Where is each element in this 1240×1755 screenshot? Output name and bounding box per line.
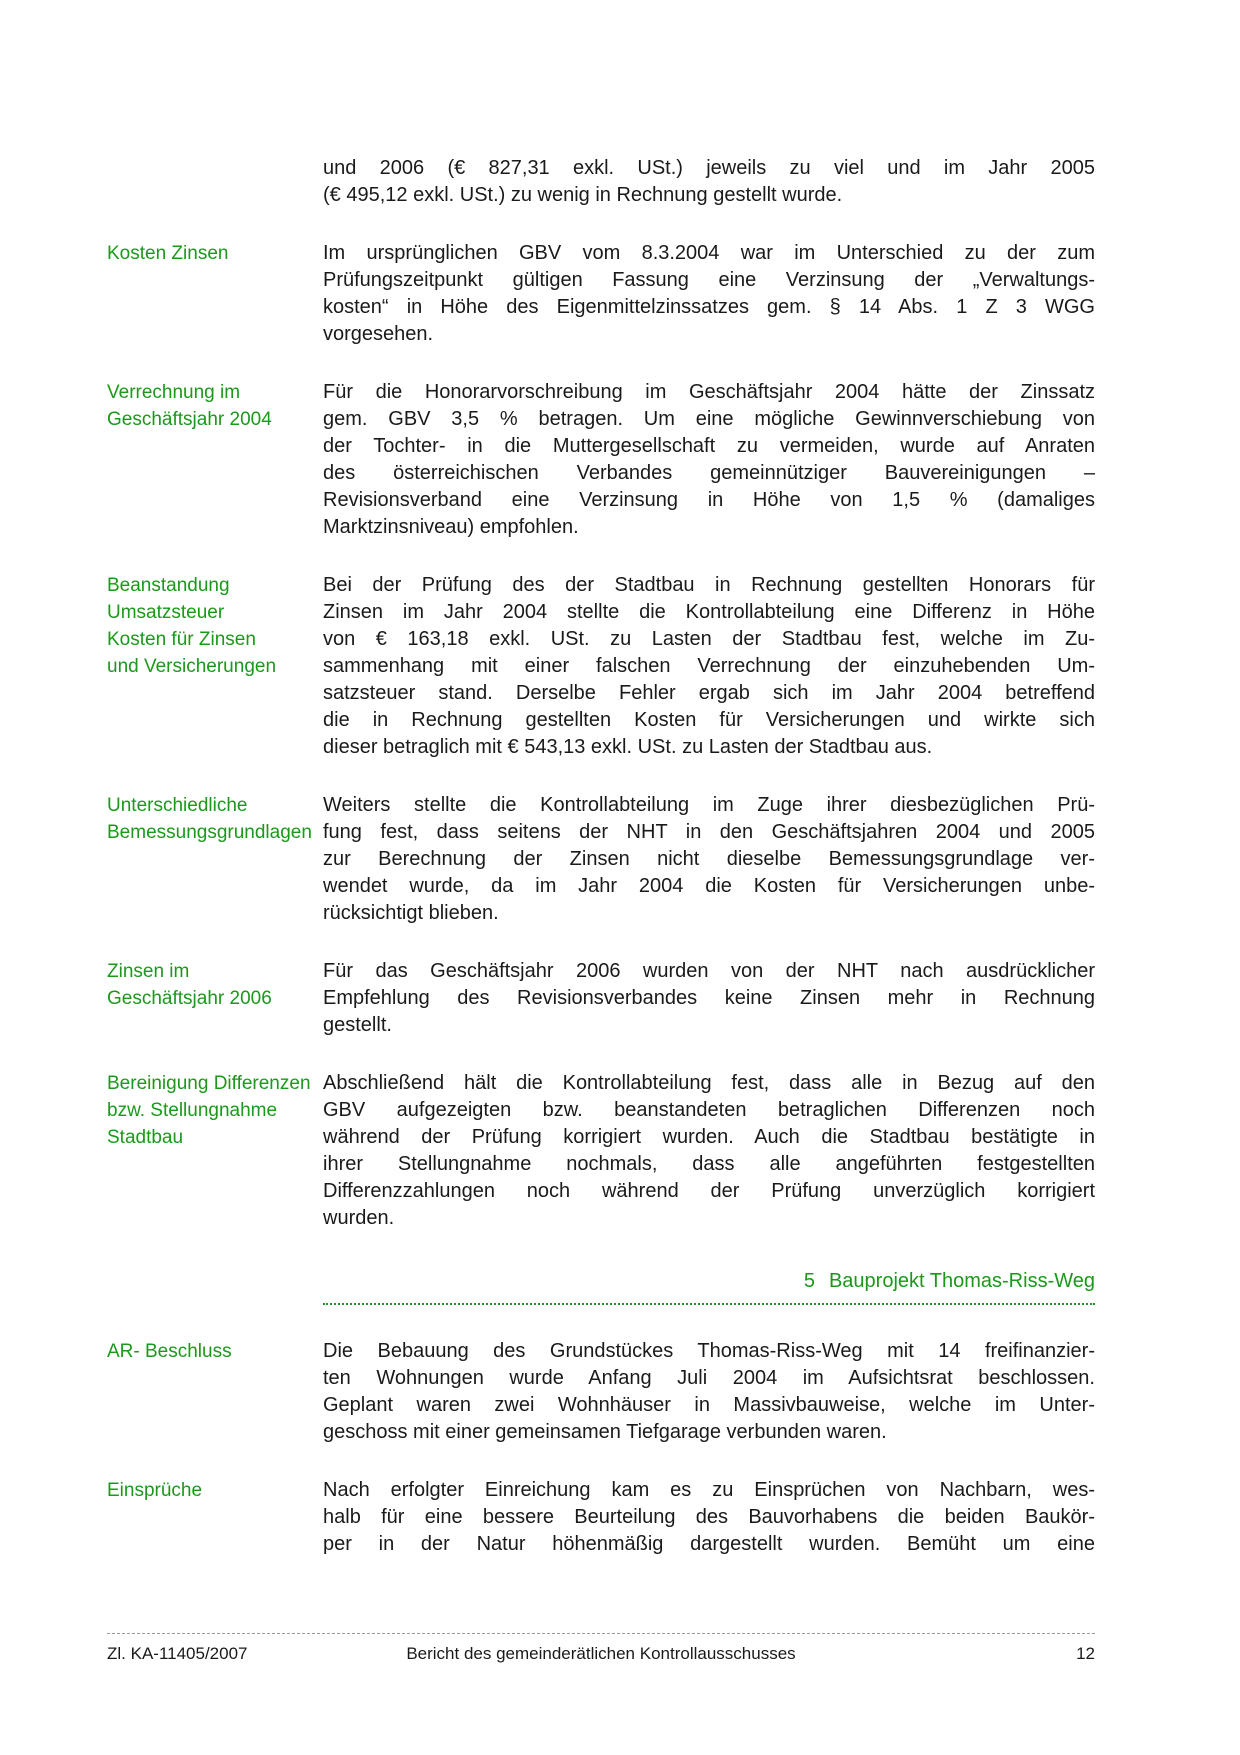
paragraph-line: sammenhang mit einer falschen Verrechnung der einzuhebenden Um- <box>323 655 1095 677</box>
paragraph <box>323 1338 1095 1446</box>
paragraph <box>323 1477 1095 1558</box>
paragraph-line: ten Wohnungen wurde Anfang Juli 2004 im Aufsichtsrat beschlossen. <box>323 1367 1095 1389</box>
margin-label <box>107 240 323 348</box>
margin-label-line: Kosten für Zinsen <box>107 629 256 650</box>
paragraph <box>323 240 1095 348</box>
margin-label-line: Bemessungsgrundlagen <box>107 822 312 843</box>
margin-label-line: AR- Beschluss <box>107 1341 232 1362</box>
paragraph-line: Empfehlung des Revisionsverbandes keine Zinsen mehr in Rechnung <box>323 987 1095 1009</box>
paragraph-line: per in der Natur höhenmäßig dargestellt wurden. Bemüht um eine <box>323 1533 1095 1555</box>
paragraph-line: kosten“ in Höhe des Eigenmittelzinssatzes gem. § 14 Abs. 1 Z 3 WGG <box>323 296 1095 318</box>
footer <box>107 1633 1095 1665</box>
heading-title: Bauprojekt Thomas-Riss-Weg <box>828 1270 1095 1292</box>
paragraph-line: zur Berechnung der Zinsen nicht dieselbe Bemessungsgrundlage ver- <box>323 848 1095 870</box>
paragraph-line: Für das Geschäftsjahr 2006 wurden von der NHT nach ausdrücklicher <box>323 960 1095 982</box>
paragraph-line: (€ 495,12 exkl. USt.) zu wenig in Rechnung gestellt wurde. <box>323 184 843 206</box>
paragraph-line: Revisionsverband eine Verzinsung in Höhe von 1,5 % (damaliges <box>323 489 1095 511</box>
margin-label-line: und Versicherungen <box>107 656 277 677</box>
margin-label <box>107 155 323 209</box>
paragraph-line: ihrer Stellungnahme nochmals, dass alle angeführten festgestellten <box>323 1153 1095 1175</box>
heading-spacer <box>107 1268 323 1305</box>
section <box>107 1477 1095 1558</box>
margin-label <box>107 572 323 761</box>
paragraph-line: gestellt. <box>323 1014 392 1036</box>
margin-label <box>107 958 323 1039</box>
paragraph-line: Marktzinsniveau) empfohlen. <box>323 516 579 538</box>
paragraph-line: Geplant waren zwei Wohnhäuser in Massivbauweise, welche im Unter- <box>323 1394 1095 1416</box>
paragraph-line: während der Prüfung korrigiert wurden. Auch die Stadtbau bestätigte in <box>323 1126 1095 1148</box>
margin-label-line: Umsatzsteuer <box>107 602 225 623</box>
margin-label-line: Geschäftsjahr 2004 <box>107 409 272 430</box>
margin-label-line: Geschäftsjahr 2006 <box>107 988 272 1009</box>
paragraph-line: der Tochter- in die Muttergesellschaft zu vermeiden, wurde auf Anraten <box>323 435 1095 457</box>
paragraph <box>323 379 1095 541</box>
paragraph-line: Für die Honorarvorschreibung im Geschäftsjahr 2004 hätte der Zinssatz <box>323 381 1095 403</box>
paragraph <box>323 572 1095 761</box>
margin-label-line: Unterschiedliche <box>107 795 248 816</box>
footer-reference: Zl. KA-11405/2007 <box>107 1644 248 1663</box>
paragraph <box>323 958 1095 1039</box>
section <box>107 1070 1095 1232</box>
paragraph-line: Abschließend hält die Kontrollabteilung fest, dass alle in Bezug auf den <box>323 1072 1095 1094</box>
margin-label <box>107 1477 323 1558</box>
margin-label-line: Verrechnung im <box>107 382 241 403</box>
margin-label-line: Zinsen im <box>107 961 190 982</box>
section <box>107 379 1095 541</box>
section <box>107 572 1095 761</box>
paragraph <box>323 1070 1095 1232</box>
paragraph-line: geschoss mit einer gemeinsamen Tiefgarage verbunden waren. <box>323 1421 887 1443</box>
section <box>107 958 1095 1039</box>
paragraph-line: von € 163,18 exkl. USt. zu Lasten der Stadtbau fest, welche im Zu- <box>323 628 1095 650</box>
paragraph <box>323 792 1095 927</box>
paragraph-line: rücksichtigt blieben. <box>323 902 499 924</box>
paragraph-line: gem. GBV 3,5 % betragen. Um eine mögliche Gewinnverschiebung von <box>323 408 1095 430</box>
section-heading-text <box>323 1268 1095 1305</box>
margin-label <box>107 1070 323 1232</box>
paragraph-line: Zinsen im Jahr 2004 stellte die Kontrollabteilung eine Differenz in Höhe <box>323 601 1095 623</box>
section <box>107 240 1095 348</box>
paragraph-line: des österreichischen Verbandes gemeinnütziger Bauvereinigungen – <box>323 462 1095 484</box>
section <box>107 155 1095 209</box>
paragraph-line: Die Bebauung des Grundstückes Thomas-Riss-Weg mit 14 freifinanzier- <box>323 1340 1095 1362</box>
paragraph-line: Bei der Prüfung des der Stadtbau in Rechnung gestellten Honorars für <box>323 574 1095 596</box>
margin-label <box>107 792 323 927</box>
paragraph-line: Nach erfolgter Einreichung kam es zu Einsprüchen von Nachbarn, wes- <box>323 1479 1095 1501</box>
paragraph-line: Im ursprünglichen GBV vom 8.3.2004 war im Unterschied zu der zum <box>323 242 1095 264</box>
margin-label <box>107 1338 323 1446</box>
paragraph-line: satzsteuer stand. Derselbe Fehler ergab sich im Jahr 2004 betreffend <box>323 682 1095 704</box>
paragraph-line: Differenzzahlungen noch während der Prüfung unverzüglich korrigiert <box>323 1180 1095 1202</box>
paragraph-line: die in Rechnung gestellten Kosten für Versicherungen und wirkte sich <box>323 709 1095 731</box>
paragraph-line: halb für eine bessere Beurteilung des Bauvorhabens die beiden Baukör- <box>323 1506 1095 1528</box>
section-heading <box>107 1268 1095 1305</box>
margin-label-line: Bereinigung Differenzen <box>107 1073 311 1094</box>
paragraph-line: und 2006 (€ 827,31 exkl. USt.) jeweils zu viel und im Jahr 2005 <box>323 157 1095 179</box>
section <box>107 792 1095 927</box>
margin-label-line: Stadtbau <box>107 1127 184 1148</box>
paragraph-line: dieser betraglich mit € 543,13 exkl. USt. zu Lasten der Stadtbau aus. <box>323 736 933 758</box>
paragraph-line: wendet wurde, da im Jahr 2004 die Kosten für Versicherungen unbe- <box>323 875 1095 897</box>
margin-label-line: Einsprüche <box>107 1480 203 1501</box>
footer-title: Bericht des gemeinderätlichen Kontrollausschusses <box>406 1644 796 1663</box>
section <box>107 1338 1095 1446</box>
paragraph-line: fung fest, dass seitens der NHT in den Geschäftsjahren 2004 und 2005 <box>323 821 1095 843</box>
heading-number: 5 <box>803 1270 815 1292</box>
margin-label <box>107 379 323 541</box>
paragraph <box>323 155 1095 209</box>
paragraph-line: Prüfungszeitpunkt gültigen Fassung eine Verzinsung der „Verwaltungs- <box>323 269 1095 291</box>
margin-label-line: Beanstandung <box>107 575 230 596</box>
content <box>107 155 1095 1589</box>
paragraph-line: Weiters stellte die Kontrollabteilung im Zuge ihrer diesbezüglichen Prü- <box>323 794 1095 816</box>
margin-label-line: bzw. Stellungnahme <box>107 1100 278 1121</box>
footer-inner <box>107 1643 1095 1665</box>
paragraph-line: vorgesehen. <box>323 323 434 345</box>
margin-label-line: Kosten Zinsen <box>107 243 229 264</box>
paragraph-line: GBV aufgezeigten bzw. beanstandeten betraglichen Differenzen noch <box>323 1099 1095 1121</box>
paragraph-line: wurden. <box>323 1207 395 1229</box>
footer-page-number: 12 <box>1076 1644 1095 1663</box>
